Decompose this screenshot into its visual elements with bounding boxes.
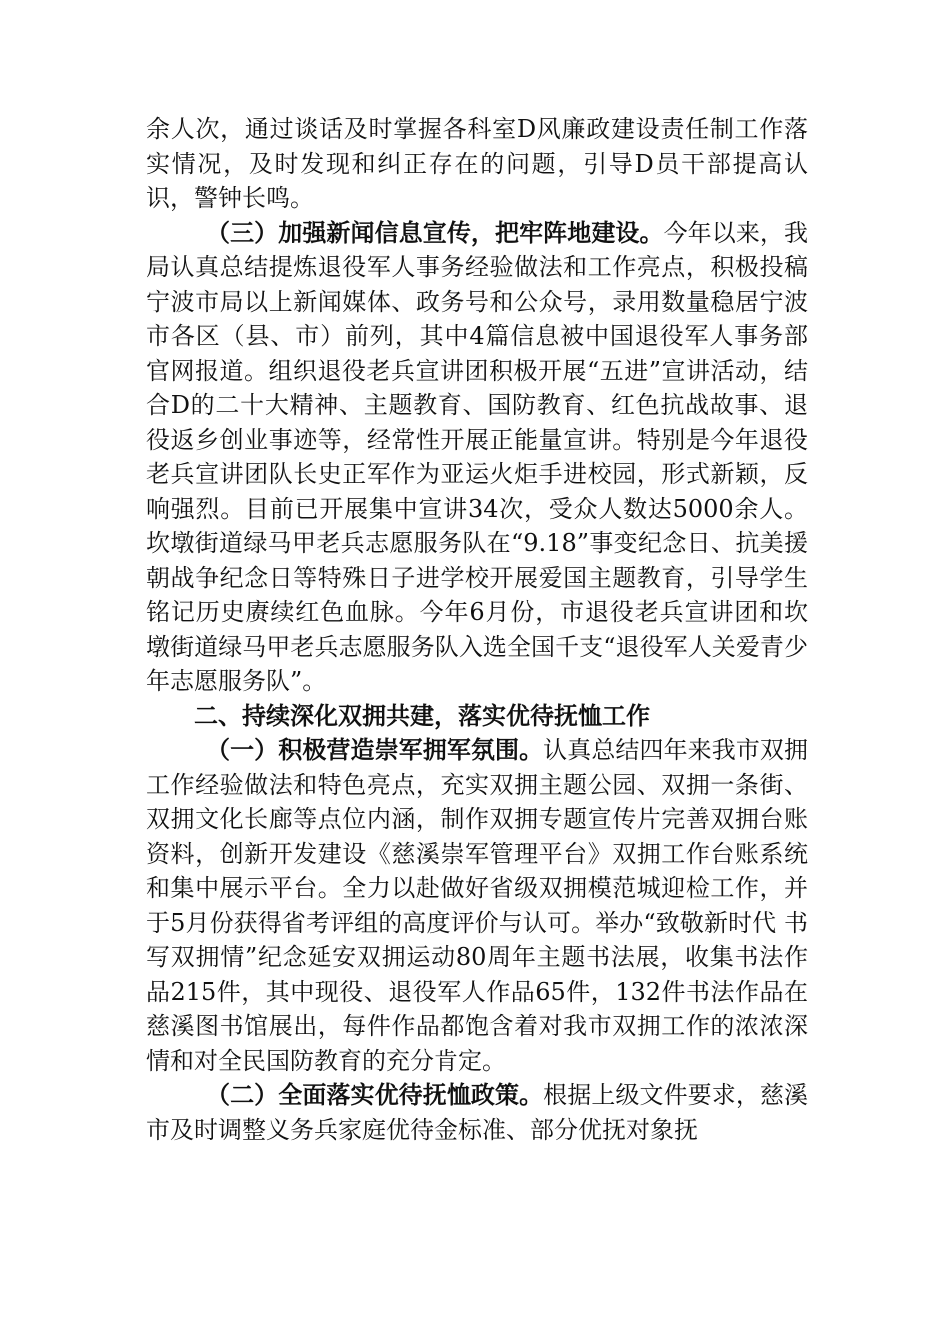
paragraph-lead-heading: （三）加强新闻信息宣传，把牢阵地建设。 xyxy=(206,217,664,247)
document-body xyxy=(146,112,808,1147)
paragraph-preferential-policy xyxy=(146,1078,808,1147)
paragraph-lead-heading: （一）积极营造崇军拥军氛围。 xyxy=(206,735,544,764)
paragraph-text: 认真总结四年来我市双拥工作经验做法和特色亮点，充实双拥主题公园、双拥一条街、双拥文化长廊等点位内涵，制作双拥专题宣传片完善双拥台账资料，创新开发建设《慈溪崇军管理平台》双拥工作台账系统和集中展示平台。全力以赴做好省级双拥模范城迎检工作，并于5月份获得省考评组的高度评价与认可。举办“致敬新时代 书写双拥情”纪念延安双拥运动80周年主题书法展，收集书法作品215件，其中现役、退役军人作品65件，132件书法作品在慈溪图书馆展出，每件作品都饱含着对我市双拥工作的浓浓深情和对全民国防教育的充分肯定。 xyxy=(146,736,809,1075)
paragraph-text: 余人次，通过谈话及时掌握各科室D风廉政建设责任制工作落实情况，及时发现和纠正存在的问题，引导D员干部提高认识，警钟长鸣。 xyxy=(146,115,808,212)
paragraph-text: 今年以来，我局认真总结提炼退役军人事务经验做法和工作亮点，积极投稿宁波市局以上新闻媒体、政务号和公众号，录用数量稳居宁波市各区（县、市）前列，其中4篇信息被中国退役军人事务部官网报道。组织退役老兵宣讲团积极开展“五进”宣讲活动，结合D的二十大精神、主题教育、国防教育、红色抗战故事、退役返乡创业事迹等，经常性开展正能量宣讲。特别是今年退役老兵宣讲团队长史正军作为亚运火炬手进校园，形式新颖，反响强烈。目前已开展集中宣讲34次，受众人数达5000余人。坎墩街道绿马甲老兵志愿服务队在“9.18”事变纪念日、抗美援朝战争纪念日等特殊日子进学校开展爱国主题教育，引导学生铭记历史赓续红色血脉。今年6月份，市退役老兵宣讲团和坎墩街道绿马甲老兵志愿服务队入选全国千支“退役军人关爱青少年志愿服务队”。 xyxy=(146,218,809,695)
paragraph-military-support xyxy=(146,733,808,1078)
paragraph-text: 根据上级文件要求，慈溪市及时调整义务兵家庭优待金标准、部分优抚对象抚 xyxy=(146,1081,809,1144)
paragraph-news-publicity xyxy=(146,216,808,699)
paragraph-lead-heading: （二）全面落实优待抚恤政策。 xyxy=(206,1080,544,1109)
section-heading-2: 二、持续深化双拥共建，落实优待抚恤工作 xyxy=(194,701,650,730)
paragraph-discipline-continued xyxy=(146,112,808,216)
